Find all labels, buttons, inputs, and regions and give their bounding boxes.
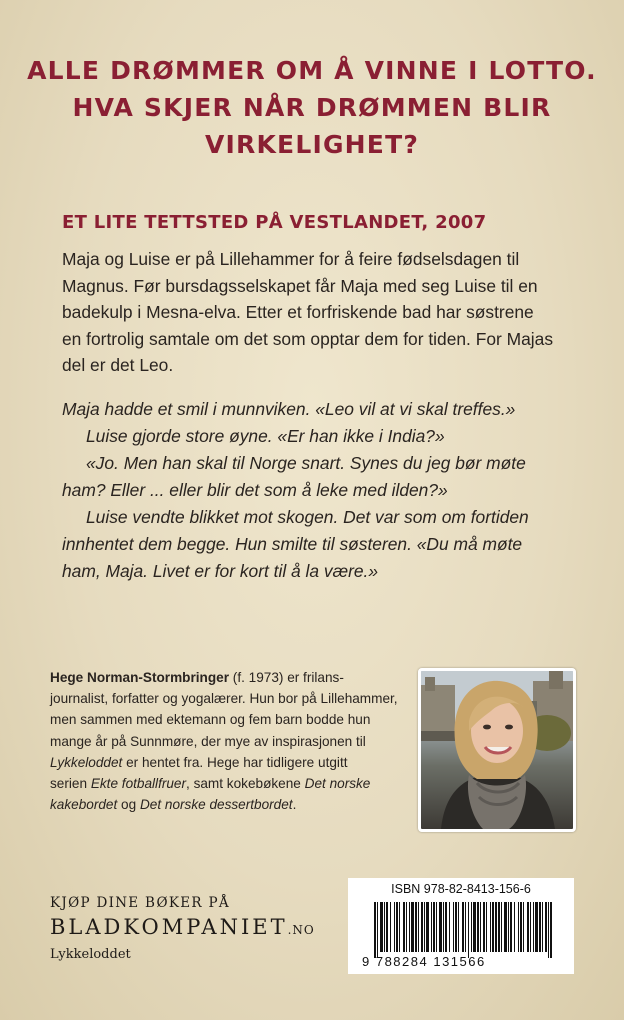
author-bio <box>50 667 410 815</box>
book-title: kakebordet <box>50 797 118 813</box>
barcode-bar <box>495 902 497 952</box>
barcode-bar <box>436 902 437 952</box>
barcode-bar <box>443 902 444 952</box>
barcode-bar <box>426 902 429 952</box>
book-title: Det norske <box>304 776 371 792</box>
bio-text: er hentet fra. Hege har tidligere utgitt <box>122 754 348 770</box>
bio-text: mange år på Sunnmøre, der mye av inspirasjonen til <box>50 733 366 749</box>
barcode-bar <box>445 902 447 952</box>
barcode-bar <box>486 902 487 952</box>
book-title-footer: Lykkeloddet <box>50 947 131 962</box>
intro-line: Maja og Luise er på Lillehammer for å feire fødselsdagen til <box>62 249 520 269</box>
excerpt-line: Luise vendte blikket mot skogen. Det var som om fortiden <box>86 507 529 527</box>
barcode-bar <box>533 902 534 952</box>
barcode-bar <box>550 902 552 958</box>
barcode-bar <box>468 902 469 958</box>
barcode-bar <box>424 902 425 952</box>
excerpt-line: innhentet dem begge. Hun smilte til søsteren. «Du må møte <box>62 534 523 554</box>
barcode-digits: 9 788284 131566 <box>362 954 486 969</box>
barcode-bar <box>508 902 509 952</box>
headline-line-1: ALLE DRØMMER OM Å VINNE I LOTTO. <box>27 56 597 85</box>
bio-text: (f. 1973) er frilans- <box>229 670 344 685</box>
headline-line-3: VIRKELIGHET? <box>204 130 420 159</box>
barcode-bar <box>520 902 522 952</box>
book-title: Det norske dessertbordet <box>139 797 293 813</box>
bio-text: men sammen med ektemann og fem barn bodde hun <box>50 712 371 728</box>
barcode-bar <box>394 902 395 952</box>
barcode-bar <box>418 902 419 952</box>
barcode-bar <box>535 902 538 952</box>
bio-text: journalist, forfatter og yogalærer. Hun bor på Lillehammer, <box>50 691 398 707</box>
barcode-bar <box>433 902 435 952</box>
barcode-bar <box>514 902 515 952</box>
section-subhead: ET LITE TETTSTED PÅ VESTLANDET, 2007 <box>62 212 487 233</box>
series-title: Ekte fotballfruer <box>90 776 187 792</box>
barcode-bar <box>374 902 376 958</box>
barcode-bar <box>473 902 476 952</box>
book-title: Lykkeloddet <box>50 754 123 770</box>
barcode-bar <box>548 902 549 958</box>
publisher-tld: .NO <box>287 923 315 937</box>
barcode-bar <box>458 902 459 952</box>
intro-line: del er det Leo. <box>62 355 174 375</box>
excerpt-line: Luise gjorde store øyne. «Er han ikke i India?» <box>86 426 445 446</box>
barcode-bar <box>406 902 407 952</box>
bio-text: . <box>292 797 297 813</box>
author-name: Hege Norman-Stormbringer <box>50 670 230 685</box>
bio-text: og <box>117 797 140 813</box>
bio-text: serien <box>50 776 91 792</box>
barcode-bar <box>523 902 524 952</box>
barcode-bar <box>518 902 519 952</box>
barcode-icon <box>374 902 552 958</box>
publisher-name: BLADKOMPANIET <box>50 915 288 939</box>
barcode-bar <box>380 902 383 952</box>
barcode-bar <box>386 902 388 952</box>
barcode-bar <box>384 902 385 952</box>
isbn-label: ISBN 978-82-8413-156-6 <box>391 882 531 896</box>
headline-line-2: HVA SKJER NÅR DRØMMEN BLIR <box>72 93 552 122</box>
bio-text: , samt kokebøkene <box>186 776 305 792</box>
barcode-bar <box>510 902 512 952</box>
barcode-bar <box>415 902 417 952</box>
barcode-bar <box>492 902 494 952</box>
barcode-bar <box>498 902 500 952</box>
barcode-bar <box>462 902 464 952</box>
barcode-bar <box>449 902 450 952</box>
intro-paragraph <box>62 246 582 379</box>
isbn-barcode-box <box>348 878 574 974</box>
barcode-bar <box>542 902 543 952</box>
barcode-bar <box>504 902 507 952</box>
barcode-bar <box>455 902 457 952</box>
publisher-logo <box>50 915 315 939</box>
author-portrait-icon <box>421 671 573 829</box>
barcode-bar <box>465 902 466 952</box>
barcode-bar <box>403 902 405 952</box>
intro-line: badekulp i Mesna-elva. Etter et forfriskende bad har søstrene <box>62 302 534 322</box>
excerpt-line: Maja hadde et smil i munnviken. «Leo vil at vi skal treffes.» <box>62 399 516 419</box>
barcode-bar <box>409 902 410 952</box>
barcode-bar <box>453 902 454 952</box>
intro-line: Magnus. Før bursdagsselskapet får Maja med seg Luise til en <box>62 275 538 296</box>
barcode-bar <box>399 902 400 952</box>
barcode-bar <box>439 902 442 952</box>
excerpt-line: ham? Eller ... eller blir det som å leke med ilden?» <box>62 480 448 500</box>
excerpt-line: ham, Maja. Livet er for kort til å la være.» <box>62 561 379 581</box>
barcode-bar <box>471 902 472 952</box>
barcode-bar <box>396 902 398 952</box>
barcode-bar <box>377 902 378 958</box>
barcode-bar <box>527 902 529 952</box>
barcode-bar <box>501 902 502 952</box>
buy-books-text: KJØP DINE BØKER PÅ <box>50 895 230 911</box>
barcode-bar <box>530 902 531 952</box>
barcode-bar <box>480 902 481 952</box>
barcode-bar <box>431 902 432 952</box>
barcode-bar <box>477 902 479 952</box>
barcode-bar <box>545 902 547 952</box>
excerpt-paragraph <box>62 396 582 585</box>
headline <box>24 52 600 163</box>
barcode-bar <box>411 902 414 952</box>
author-photo <box>418 668 576 832</box>
barcode-bar <box>390 902 391 952</box>
barcode-bar <box>539 902 541 952</box>
excerpt-line: «Jo. Men han skal til Norge snart. Synes du jeg bør møte <box>86 453 526 473</box>
barcode-bar <box>490 902 491 952</box>
barcode-bar <box>421 902 423 952</box>
intro-line: en fortrolig samtale om det som opptar dem for tiden. For Majas <box>62 328 554 349</box>
barcode-bar <box>483 902 485 952</box>
